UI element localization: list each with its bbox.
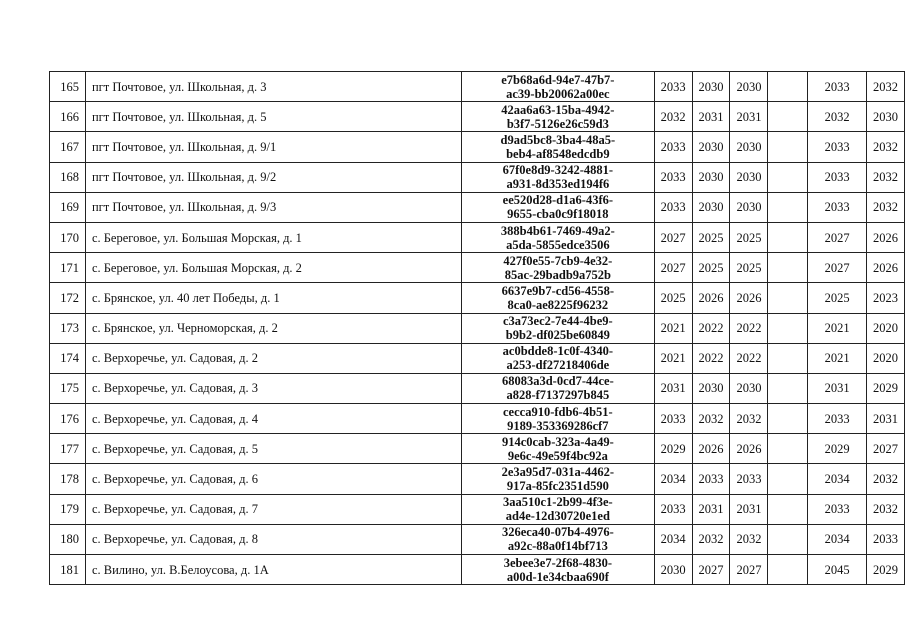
year-cell: 2033 <box>808 72 867 102</box>
year-cell <box>768 132 808 162</box>
row-number: 170 <box>50 222 86 252</box>
table-row <box>50 313 905 343</box>
table-body <box>50 72 905 585</box>
year-cell: 2022 <box>730 343 768 373</box>
year-cell: 2032 <box>867 72 905 102</box>
house-id-cell <box>462 373 655 403</box>
year-cell: 2025 <box>808 283 867 313</box>
year-cell: 2022 <box>730 313 768 343</box>
year-cell: 2030 <box>692 192 730 222</box>
address-cell: с. Вилино, ул. В.Белоусова, д. 1А <box>85 555 461 585</box>
address-cell: с. Верхоречье, ул. Садовая, д. 7 <box>85 494 461 524</box>
row-number: 168 <box>50 162 86 192</box>
address-cell: пгт Почтовое, ул. Школьная, д. 9/3 <box>85 192 461 222</box>
year-cell: 2026 <box>730 434 768 464</box>
year-cell: 2027 <box>654 253 692 283</box>
address-cell: пгт Почтовое, ул. Школьная, д. 9/2 <box>85 162 461 192</box>
year-cell: 2032 <box>730 524 768 554</box>
house-id-line-2: 9189-353369286cf7 <box>507 418 609 433</box>
year-cell: 2025 <box>654 283 692 313</box>
year-cell: 2027 <box>730 555 768 585</box>
address-cell: с. Верхоречье, ул. Садовая, д. 4 <box>85 404 461 434</box>
address-cell: пгт Почтовое, ул. Школьная, д. 5 <box>85 102 461 132</box>
year-cell: 2029 <box>808 434 867 464</box>
year-cell: 2025 <box>730 222 768 252</box>
year-cell: 2034 <box>808 524 867 554</box>
address-cell: с. Верхоречье, ул. Садовая, д. 3 <box>85 373 461 403</box>
table-row <box>50 162 905 192</box>
year-cell: 2033 <box>654 72 692 102</box>
house-id-cell <box>462 162 655 192</box>
house-id-cell <box>462 464 655 494</box>
table-row <box>50 72 905 102</box>
house-id-cell <box>462 132 655 162</box>
house-id-line-2: a828-f7137297b845 <box>506 388 610 403</box>
year-cell: 2033 <box>692 464 730 494</box>
year-cell: 2032 <box>654 102 692 132</box>
row-number: 178 <box>50 464 86 494</box>
row-number: 169 <box>50 192 86 222</box>
row-number: 176 <box>50 404 86 434</box>
year-cell: 2034 <box>808 464 867 494</box>
year-cell: 2029 <box>867 555 905 585</box>
year-cell: 2030 <box>730 373 768 403</box>
year-cell <box>768 434 808 464</box>
year-cell: 2029 <box>654 434 692 464</box>
year-cell: 2034 <box>654 524 692 554</box>
year-cell <box>768 313 808 343</box>
house-id-line-1: 67f0e8d9-3242-4881- <box>502 163 614 178</box>
row-number: 173 <box>50 313 86 343</box>
year-cell: 2032 <box>867 464 905 494</box>
year-cell <box>768 464 808 494</box>
house-id-line-2: beb4-af8548edcdb9 <box>506 146 610 161</box>
table-row <box>50 343 905 373</box>
year-cell: 2033 <box>808 132 867 162</box>
year-cell <box>768 494 808 524</box>
row-number: 166 <box>50 102 86 132</box>
year-cell: 2031 <box>867 404 905 434</box>
year-cell: 2027 <box>808 222 867 252</box>
row-number: 177 <box>50 434 86 464</box>
year-cell: 2030 <box>867 102 905 132</box>
address-cell: с. Брянское, ул. 40 лет Победы, д. 1 <box>85 283 461 313</box>
year-cell: 2021 <box>808 313 867 343</box>
house-id-line-1: 6637e9b7-cd56-4558- <box>501 283 615 298</box>
year-cell: 2029 <box>867 373 905 403</box>
house-id-line-2: a931-8d353ed194f6 <box>506 177 610 192</box>
table-row <box>50 555 905 585</box>
row-number: 181 <box>50 555 86 585</box>
year-cell: 2020 <box>867 343 905 373</box>
house-id-line-2: 917a-85fc2351d590 <box>506 479 609 494</box>
house-id-line-1: 68083a3d-0cd7-44ce- <box>501 374 614 389</box>
year-cell: 2045 <box>808 555 867 585</box>
year-cell: 2026 <box>692 283 730 313</box>
house-id-cell <box>462 313 655 343</box>
year-cell: 2026 <box>867 222 905 252</box>
row-number: 180 <box>50 524 86 554</box>
house-id-line-2: ac39-bb20062a00ec <box>506 86 610 101</box>
year-cell <box>768 404 808 434</box>
year-cell: 2023 <box>867 283 905 313</box>
table-row <box>50 253 905 283</box>
housing-table <box>49 71 905 585</box>
year-cell: 2027 <box>692 555 730 585</box>
year-cell: 2021 <box>808 343 867 373</box>
year-cell: 2034 <box>654 464 692 494</box>
house-id-line-1: 326eca40-07b4-4976- <box>501 525 614 540</box>
year-cell: 2033 <box>654 494 692 524</box>
address-cell: с. Береговое, ул. Большая Морская, д. 1 <box>85 222 461 252</box>
row-number: 172 <box>50 283 86 313</box>
year-cell <box>768 524 808 554</box>
year-cell <box>768 373 808 403</box>
table-row <box>50 192 905 222</box>
year-cell: 2025 <box>692 253 730 283</box>
house-id-line-1: 2e3a95d7-031a-4462- <box>501 465 615 480</box>
row-number: 167 <box>50 132 86 162</box>
year-cell: 2030 <box>692 72 730 102</box>
table-row <box>50 222 905 252</box>
house-id-line-2: a00d-1e34cbaa690f <box>506 569 609 584</box>
table-row <box>50 404 905 434</box>
year-cell: 2025 <box>730 253 768 283</box>
table-row <box>50 524 905 554</box>
year-cell: 2021 <box>654 343 692 373</box>
year-cell <box>768 222 808 252</box>
year-cell: 2033 <box>654 162 692 192</box>
year-cell: 2031 <box>692 102 730 132</box>
house-id-cell <box>462 72 655 102</box>
house-id-line-2: a92c-88a0f14bf713 <box>507 539 608 554</box>
year-cell: 2026 <box>867 253 905 283</box>
house-id-cell <box>462 524 655 554</box>
year-cell: 2032 <box>867 162 905 192</box>
house-id-line-1: 3aa510c1-2b99-4f3e- <box>503 495 613 510</box>
year-cell: 2033 <box>808 162 867 192</box>
house-id-cell <box>462 434 655 464</box>
house-id-cell <box>462 343 655 373</box>
table-row <box>50 283 905 313</box>
house-id-line-2: 8ca0-ae8225f96232 <box>507 297 609 312</box>
house-id-line-1: cecca910-fdb6-4b51- <box>503 404 613 419</box>
house-id-cell <box>462 102 655 132</box>
year-cell <box>768 162 808 192</box>
house-id-line-1: c3a73ec2-7e44-4be9- <box>503 314 613 329</box>
table-row <box>50 102 905 132</box>
year-cell: 2032 <box>692 524 730 554</box>
house-id-line-1: 42aa6a63-15ba-4942- <box>501 102 615 117</box>
house-id-line-2: b9b2-df025be60849 <box>505 328 610 343</box>
year-cell: 2027 <box>808 253 867 283</box>
address-cell: с. Верхоречье, ул. Садовая, д. 6 <box>85 464 461 494</box>
year-cell: 2030 <box>730 132 768 162</box>
house-id-cell <box>462 555 655 585</box>
house-id-line-2: 85ac-29badb9a752b <box>504 267 611 282</box>
year-cell: 2032 <box>867 494 905 524</box>
year-cell: 2033 <box>808 404 867 434</box>
house-id-cell <box>462 192 655 222</box>
row-number: 171 <box>50 253 86 283</box>
house-id-line-1: 3ebee3e7-2f68-4830- <box>503 555 612 570</box>
house-id-line-1: 914c0cab-323a-4a49- <box>501 434 614 449</box>
table-row <box>50 132 905 162</box>
address-cell: с. Верхоречье, ул. Садовая, д. 5 <box>85 434 461 464</box>
address-cell: пгт Почтовое, ул. Школьная, д. 3 <box>85 72 461 102</box>
house-id-cell <box>462 253 655 283</box>
year-cell: 2030 <box>654 555 692 585</box>
table-row <box>50 434 905 464</box>
year-cell: 2031 <box>692 494 730 524</box>
address-cell: с. Береговое, ул. Большая Морская, д. 2 <box>85 253 461 283</box>
year-cell: 2030 <box>730 192 768 222</box>
year-cell <box>768 192 808 222</box>
house-id-line-1: e7b68a6d-94e7-47b7- <box>501 72 615 87</box>
address-cell: с. Брянское, ул. Черноморская, д. 2 <box>85 313 461 343</box>
year-cell: 2030 <box>692 132 730 162</box>
address-cell: с. Верхоречье, ул. Садовая, д. 8 <box>85 524 461 554</box>
table-row <box>50 494 905 524</box>
year-cell: 2032 <box>867 192 905 222</box>
year-cell: 2033 <box>654 192 692 222</box>
year-cell: 2030 <box>692 373 730 403</box>
year-cell: 2032 <box>730 404 768 434</box>
year-cell: 2031 <box>730 102 768 132</box>
year-cell: 2030 <box>692 162 730 192</box>
house-id-line-2: ad4e-12d30720e1ed <box>505 509 610 524</box>
year-cell: 2033 <box>808 192 867 222</box>
house-id-line-1: 427f0e55-7cb9-4e32- <box>503 253 613 268</box>
year-cell: 2027 <box>654 222 692 252</box>
row-number: 179 <box>50 494 86 524</box>
house-id-line-2: a5da-5855edce3506 <box>506 237 610 252</box>
year-cell: 2033 <box>730 464 768 494</box>
address-cell: пгт Почтовое, ул. Школьная, д. 9/1 <box>85 132 461 162</box>
table-row <box>50 464 905 494</box>
year-cell: 2025 <box>692 222 730 252</box>
house-id-line-1: 388b4b61-7469-49a2- <box>500 223 615 238</box>
year-cell: 2031 <box>730 494 768 524</box>
year-cell: 2027 <box>867 434 905 464</box>
table-row <box>50 373 905 403</box>
house-id-cell <box>462 494 655 524</box>
year-cell: 2030 <box>730 162 768 192</box>
year-cell <box>768 72 808 102</box>
year-cell: 2030 <box>730 72 768 102</box>
year-cell: 2020 <box>867 313 905 343</box>
house-id-line-2: b3f7-5126e26c59d3 <box>506 116 609 131</box>
house-id-cell <box>462 404 655 434</box>
year-cell <box>768 283 808 313</box>
row-number: 165 <box>50 72 86 102</box>
house-id-cell <box>462 283 655 313</box>
house-id-line-1: d9ad5bc8-3ba4-48a5- <box>500 132 616 147</box>
year-cell: 2033 <box>654 132 692 162</box>
year-cell: 2032 <box>867 132 905 162</box>
house-id-line-2: a253-df27218406de <box>506 358 610 373</box>
house-id-line-2: 9655-cba0c9f18018 <box>507 207 609 222</box>
year-cell: 2033 <box>867 524 905 554</box>
house-id-line-1: ac0bdde8-1c0f-4340- <box>502 344 614 359</box>
year-cell <box>768 253 808 283</box>
house-id-cell <box>462 222 655 252</box>
row-number: 174 <box>50 343 86 373</box>
year-cell: 2032 <box>808 102 867 132</box>
year-cell: 2026 <box>730 283 768 313</box>
year-cell: 2033 <box>654 404 692 434</box>
year-cell: 2033 <box>808 494 867 524</box>
year-cell: 2031 <box>808 373 867 403</box>
house-id-line-2: 9e6c-49e59f4bc92a <box>507 448 608 463</box>
year-cell: 2026 <box>692 434 730 464</box>
year-cell: 2031 <box>654 373 692 403</box>
year-cell: 2021 <box>654 313 692 343</box>
row-number: 175 <box>50 373 86 403</box>
year-cell <box>768 555 808 585</box>
year-cell <box>768 343 808 373</box>
year-cell: 2022 <box>692 343 730 373</box>
year-cell <box>768 102 808 132</box>
house-id-line-1: ee520d28-d1a6-43f6- <box>502 193 614 208</box>
year-cell: 2022 <box>692 313 730 343</box>
year-cell: 2032 <box>692 404 730 434</box>
address-cell: с. Верхоречье, ул. Садовая, д. 2 <box>85 343 461 373</box>
